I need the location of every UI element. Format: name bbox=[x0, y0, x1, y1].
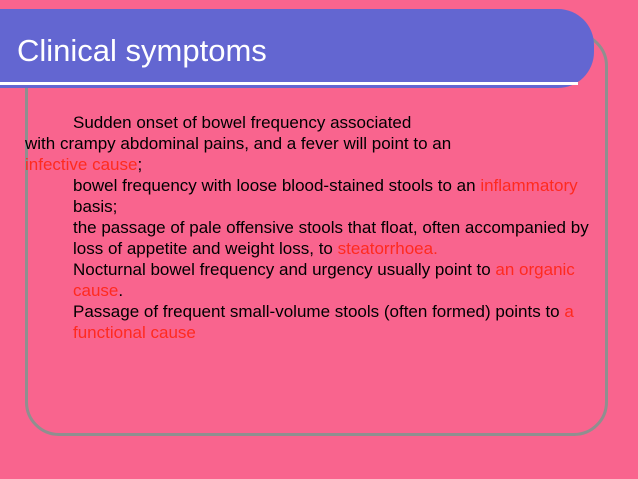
title-underline bbox=[0, 82, 578, 85]
highlight-text: a functional cause bbox=[73, 302, 574, 342]
item-text: Nocturnal bowel frequency and urgency usually point to bbox=[73, 260, 496, 279]
item-text: Sudden onset of bowel frequency associated bbox=[73, 113, 412, 132]
list-item bbox=[25, 112, 595, 133]
highlight-text: steatorrhoea. bbox=[337, 239, 438, 258]
bullet-list bbox=[25, 112, 595, 343]
slide-title: Clinical symptoms bbox=[17, 33, 267, 68]
list-item bbox=[25, 259, 595, 301]
list-item bbox=[25, 301, 595, 343]
item-text: with crampy abdominal pains, and a fever will point to an bbox=[25, 134, 452, 153]
item-text: basis; bbox=[73, 197, 118, 216]
item-text: Passage of frequent small-volume stools (often formed) points to bbox=[73, 302, 565, 321]
item-text: . bbox=[118, 281, 124, 300]
list-item-continuation bbox=[25, 154, 595, 175]
item-text: ; bbox=[137, 155, 143, 174]
list-item-continuation bbox=[25, 133, 595, 154]
list-item bbox=[25, 175, 595, 217]
highlight-text: infective cause bbox=[25, 155, 138, 174]
highlight-text: inflammatory bbox=[480, 176, 578, 195]
highlight-text: an organic cause bbox=[73, 260, 575, 300]
list-item bbox=[25, 217, 595, 259]
item-text: the passage of pale offensive stools that float, often accompanied by loss of appetite and weight loss, to bbox=[73, 218, 589, 258]
item-text: bowel frequency with loose blood-stained stools to an bbox=[73, 176, 476, 195]
